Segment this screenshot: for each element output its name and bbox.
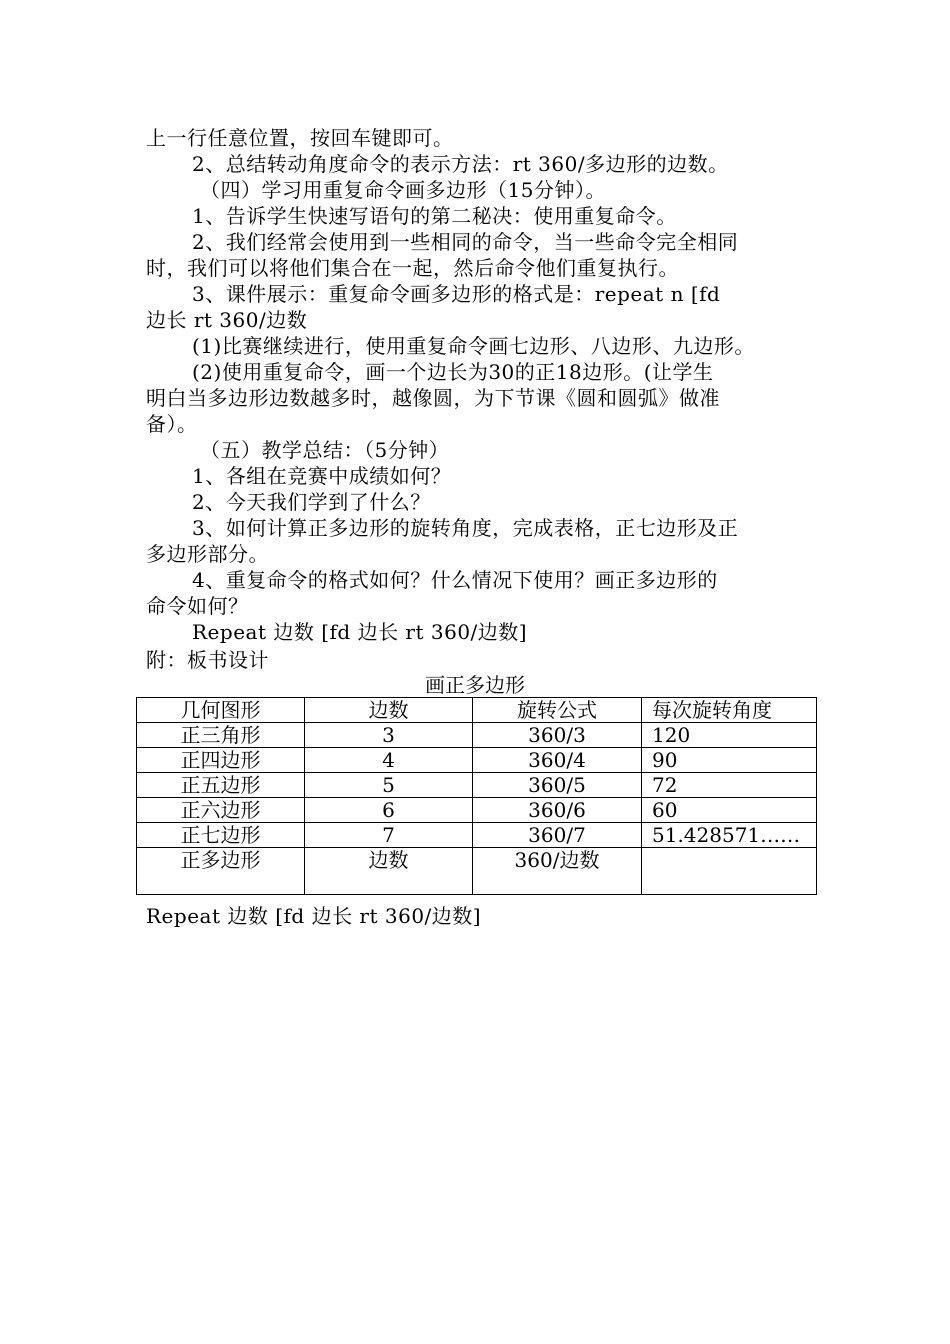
text-line-17: 多边形部分。	[146, 542, 269, 566]
header-formula: 旋转公式	[473, 698, 642, 723]
text-line-8: 边长 rt 360/边数	[146, 308, 308, 332]
cell-sides: 边数	[305, 848, 473, 895]
table-row	[137, 798, 817, 823]
text-line-14: 1、各组在竞赛中成绩如何？	[192, 464, 452, 488]
cell-shape: 正七边形	[137, 823, 305, 848]
cell-angle	[642, 848, 817, 895]
table-row	[137, 848, 817, 895]
text-line-7: 3、课件展示：重复命令画多边形的格式是：repeat n [fd	[192, 282, 721, 306]
cell-shape: 正六边形	[137, 798, 305, 823]
cell-angle: 120	[642, 723, 817, 748]
section-heading-4: （四）学习用重复命令画多边形（15分钟）。	[200, 178, 606, 202]
text-line-4: 1、告诉学生快速写语句的第二秘决：使用重复命令。	[192, 204, 677, 228]
cell-formula: 360/3	[473, 723, 642, 748]
cell-angle: 90	[642, 748, 817, 773]
appendix-label: 附：板书设计	[146, 648, 269, 672]
table-row	[137, 823, 817, 848]
cell-sides: 3	[305, 723, 473, 748]
cell-formula: 360/7	[473, 823, 642, 848]
table-row	[137, 723, 817, 748]
table-header-row	[137, 698, 817, 723]
text-line-19: 命令如何？	[146, 594, 249, 618]
cell-angle: 51.428571……	[642, 823, 817, 848]
header-shape: 几何图形	[137, 698, 305, 723]
cell-shape: 正四边形	[137, 748, 305, 773]
table-row	[137, 773, 817, 798]
text-line-2: 2、总结转动角度命令的表示方法：rt 360/多边形的边数。	[192, 152, 729, 176]
text-line-6: 时，我们可以将他们集合在一起，然后命令他们重复执行。	[146, 256, 679, 280]
cell-formula: 360/5	[473, 773, 642, 798]
code-line: Repeat 边数 [fd 边长 rt 360/边数]	[192, 620, 528, 644]
text-line-12: 备）。	[146, 412, 198, 436]
cell-shape: 正五边形	[137, 773, 305, 798]
table-footer-code: Repeat 边数 [fd 边长 rt 360/边数]	[146, 904, 482, 928]
table-caption: 画正多边形	[425, 673, 525, 697]
text-line-15: 2、今天我们学到了什么？	[192, 490, 431, 514]
cell-sides: 6	[305, 798, 473, 823]
cell-shape: 正多边形	[137, 848, 305, 895]
cell-angle: 72	[642, 773, 817, 798]
cell-sides: 4	[305, 748, 473, 773]
text-line-11: 明白当多边形边数越多时，越像圆，为下节课《圆和圆弧》做准	[146, 386, 720, 410]
text-line-10: (2)使用重复命令，画一个边长为30的正18边形。(让学生	[192, 360, 714, 384]
text-line-16: 3、如何计算正多边形的旋转角度，完成表格，正七边形及正	[192, 516, 739, 540]
text-line-1: 上一行任意位置，按回车键即可。	[146, 126, 454, 150]
text-line-5: 2、我们经常会使用到一些相同的命令，当一些命令完全相同	[192, 230, 739, 254]
cell-angle: 60	[642, 798, 817, 823]
text-line-18: 4、重复命令的格式如何？什么情况下使用？画正多边形的	[192, 568, 718, 592]
cell-formula: 360/4	[473, 748, 642, 773]
cell-sides: 5	[305, 773, 473, 798]
header-angle: 每次旋转角度	[642, 698, 817, 723]
board-design-table	[136, 697, 817, 895]
cell-formula: 360/6	[473, 798, 642, 823]
header-sides: 边数	[305, 698, 473, 723]
text-line-9: (1)比赛继续进行，使用重复命令画七边形、八边形、九边形。	[192, 334, 755, 358]
table-row	[137, 748, 817, 773]
cell-shape: 正三角形	[137, 723, 305, 748]
cell-formula: 360/边数	[473, 848, 642, 895]
section-heading-5: （五）教学总结：（5分钟）	[200, 438, 450, 462]
cell-sides: 7	[305, 823, 473, 848]
